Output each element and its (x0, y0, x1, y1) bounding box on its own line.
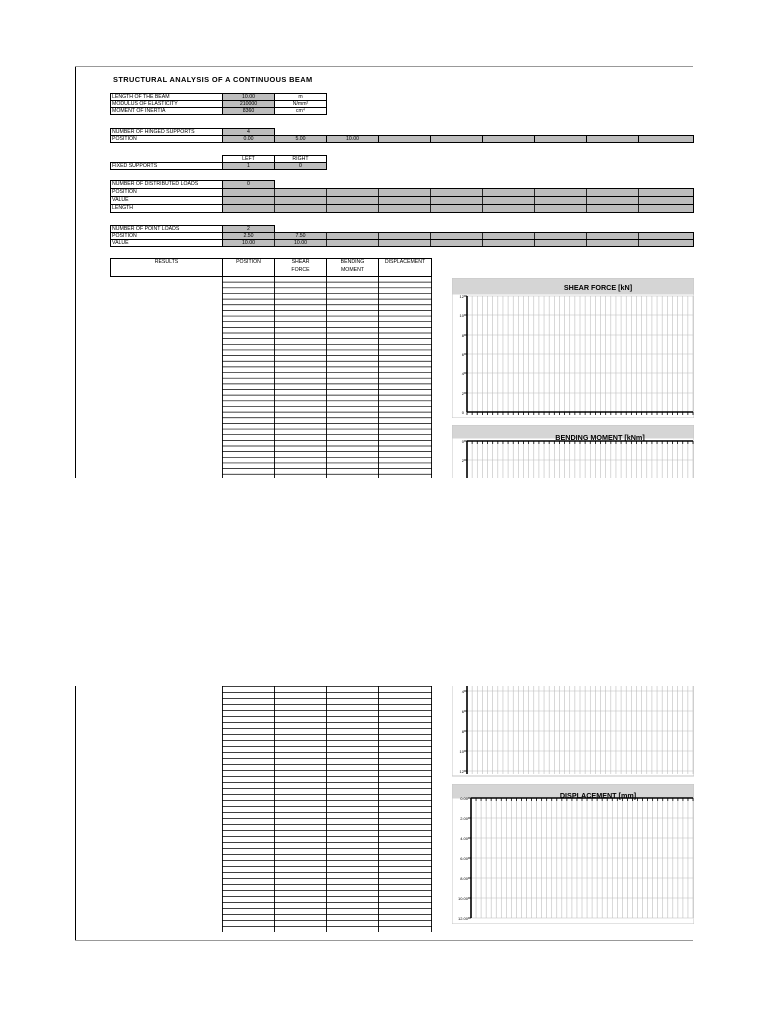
sheet-title: STRUCTURAL ANALYSIS OF A CONTINUOUS BEAM (113, 75, 313, 84)
hinged-position-empty[interactable] (586, 135, 639, 143)
hinged-position-empty[interactable] (534, 135, 587, 143)
displacement-tick: 8.00 (460, 876, 468, 881)
distributed-grid-lines (222, 188, 694, 213)
point-position-label: POSITION (110, 232, 223, 240)
point-count-input[interactable]: 2 (222, 225, 275, 233)
shear-tick: 12 (459, 294, 464, 299)
bending-header-line-2: MOMENT (340, 267, 365, 273)
page-top-border (75, 66, 693, 67)
point-position-1[interactable]: 2.50 (243, 233, 254, 239)
length-input[interactable]: 10.00 (222, 93, 275, 101)
distributed-count-label: NUMBER OF DISTRIBUTED LOADS (110, 180, 223, 189)
modulus-label: MODULUS OF ELASTICITY (110, 100, 223, 108)
shear-tick: 8 (461, 333, 464, 338)
hinged-position-1[interactable]: 0.00 (222, 135, 275, 143)
sheet-bottom-section (0, 686, 768, 1024)
shear-header-line-2: FORCE (291, 267, 310, 273)
modulus-unit: N/mm² (274, 100, 327, 108)
results-bending-header (326, 258, 379, 277)
bending-tick: 0 (461, 439, 464, 444)
page-left-border (75, 66, 76, 478)
hinged-position-2[interactable]: 5.00 (274, 135, 327, 143)
hinged-position-empty[interactable] (430, 135, 483, 143)
shear-header-line-1: SHEAR (291, 259, 310, 265)
inertia-input[interactable]: 8360 (222, 107, 275, 115)
fixed-right-header: RIGHT (274, 155, 327, 163)
point-value-2[interactable]: 10.00 (294, 240, 307, 246)
fixed-right-input[interactable]: 0 (274, 162, 327, 170)
shear-chart-frame (452, 278, 694, 418)
bending-tick: 8 (461, 729, 464, 734)
bending-tick: 6 (461, 709, 464, 714)
sheet-top-section (0, 0, 768, 478)
length-unit: m (274, 93, 327, 101)
displacement-tick: 4.00 (460, 836, 468, 841)
displacement-chart (452, 784, 694, 924)
hinged-count-input[interactable]: 4 (222, 128, 275, 136)
shear-tick: 6 (461, 352, 464, 357)
displacement-tick: 10.00 (457, 896, 468, 901)
shear-tick: 2 (461, 391, 464, 396)
results-grid-bottom (222, 686, 434, 932)
length-label: LENGTH OF THE BEAM (110, 93, 223, 101)
fixed-supports-label: FIXED SUPPORTS (110, 162, 223, 170)
shear-tick: 0 (461, 410, 464, 415)
bending-header-line-1: BENDING (340, 259, 365, 265)
results-shear-header (274, 258, 327, 277)
shear-tick: 4 (461, 371, 464, 376)
displacement-tick: 0.00 (460, 796, 468, 801)
hinged-position-3[interactable]: 10.00 (326, 135, 379, 143)
hinged-position-empty[interactable] (482, 135, 535, 143)
page-bottom-border (75, 940, 693, 941)
results-grid-top (222, 276, 434, 478)
hinged-count-label: NUMBER OF HINGED SUPPORTS (110, 128, 223, 136)
hinged-position-empty[interactable] (378, 135, 431, 143)
distributed-position-label: POSITION (110, 188, 223, 197)
results-label: RESULTS (110, 258, 223, 277)
hinged-position-empty[interactable] (638, 135, 694, 143)
bending-tick: 4 (461, 689, 464, 694)
inertia-unit: cm⁴ (274, 107, 327, 115)
shear-tick: 10 (459, 313, 464, 318)
distributed-count-input[interactable]: 0 (222, 180, 275, 189)
bending-moment-chart-top (452, 425, 694, 478)
inertia-label: MOMENT OF INERTIA (110, 107, 223, 115)
point-position-2[interactable]: 7.50 (295, 233, 306, 239)
distributed-length-label: LENGTH (110, 204, 223, 213)
bending-moment-chart-bottom (452, 686, 694, 778)
bending-tick: 12 (459, 769, 464, 774)
modulus-input[interactable]: 210000 (222, 100, 275, 108)
displacement-tick: 12.00 (457, 916, 468, 921)
results-displacement-header: DISPLACEMENT (378, 258, 432, 277)
hinged-position-label: POSITION (110, 135, 223, 143)
displacement-chart-title: DISPLACEMENT [mm] (559, 791, 637, 800)
shear-chart-title: SHEAR FORCE [kN] (563, 283, 633, 292)
bending-tick: 2 (461, 458, 464, 463)
point-value-1[interactable]: 10.00 (242, 240, 255, 246)
fixed-left-header: LEFT (222, 155, 275, 163)
displacement-tick: 6.00 (460, 856, 468, 861)
point-value-label: VALUE (110, 239, 223, 247)
displacement-tick: 2.00 (460, 816, 468, 821)
results-position-header: POSITION (222, 258, 275, 277)
distributed-value-label: VALUE (110, 196, 223, 205)
bending-tick: 10 (459, 749, 464, 754)
point-count-label: NUMBER OF POINT LOADS (110, 225, 223, 233)
page-left-border (75, 686, 76, 941)
shear-force-chart (452, 278, 694, 418)
bending-chart-title: BENDING MOMENT [kNm] (555, 433, 645, 442)
fixed-left-input[interactable]: 1 (222, 162, 275, 170)
